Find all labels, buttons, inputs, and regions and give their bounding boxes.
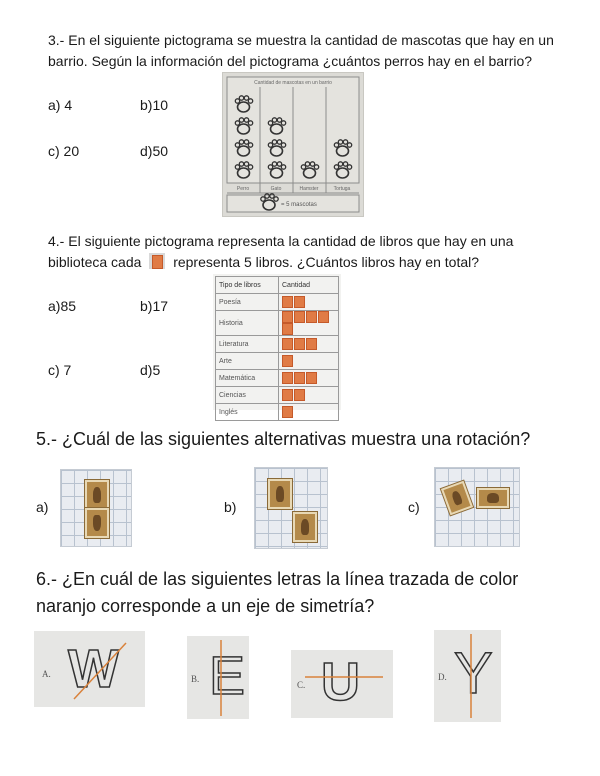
books-header-type: Tipo de libros [216,277,279,294]
books-category: Inglés [216,404,279,421]
pets-pictogram [222,72,364,217]
symmetry-option-b-label: B. [191,674,200,684]
books-category: Ciencias [216,387,279,404]
books-row [216,387,339,404]
books-count-cell [279,387,339,404]
q4-option-d[interactable]: d)5 [140,362,161,378]
orange-line [291,650,393,718]
book-icon [282,355,293,367]
book-icon [282,406,293,418]
letter-e: E [209,646,246,706]
books-category: Literatura [216,336,279,353]
pets-pictogram-chart [223,73,363,216]
books-row [216,311,339,336]
symmetry-option-c[interactable] [291,650,393,718]
q6-line2: naranjo corresponde a un eje de simetría? [36,596,375,616]
book-icon [149,253,165,269]
symmetry-option-d-label: D. [438,672,447,682]
books-row [216,294,339,311]
orange-line [34,631,145,707]
rotation-option-a-image[interactable] [60,469,132,547]
q4-line2-end: representa 5 libros. ¿Cuántos libros hay en total? [173,254,480,270]
book-icon [306,311,317,323]
book-icon [294,296,305,308]
q3-option-d[interactable]: d)50 [140,143,169,159]
q5-title: 5.- ¿Cuál de las siguientes alternativas muestra una rotación? [36,429,531,449]
q6-line1: 6.- ¿En cuál de las siguientes letras la línea trazada de color [36,569,519,589]
books-header-count: Cantidad [279,277,339,294]
q4-option-c[interactable]: c) 7 [48,362,72,378]
stamp-icon [85,508,109,538]
q3-option-a[interactable]: a) 4 [48,97,73,113]
book-icon [282,311,293,323]
books-count-cell [279,353,339,370]
letter-y: Y [454,641,493,706]
books-category: Arte [216,353,279,370]
book-icon [306,372,317,384]
q3-line1: 3.- En el siguiente pictograma se muestra la cantidad de mascotas que hay en un [48,32,554,48]
books-row [216,404,339,421]
rotation-option-c-image[interactable] [434,467,520,547]
pets-category-perro: Perro [236,186,250,192]
book-icon [282,389,293,401]
book-icon [282,296,293,308]
books-category: Matemática [216,370,279,387]
book-icon [294,338,305,350]
books-row [216,370,339,387]
books-count-cell [279,294,339,311]
stamp-icon [85,480,109,510]
q3-option-c[interactable]: c) 20 [48,143,80,159]
books-count-cell [279,370,339,387]
letter-u: U [321,652,360,712]
pets-category-tortuga: Tortuga [333,186,351,192]
books-count-cell [279,311,339,336]
symmetry-option-d[interactable] [434,630,501,722]
book-icon [282,338,293,350]
q4-line2-start: biblioteca cada [48,254,142,270]
q4-option-b[interactable]: b)17 [140,298,169,314]
pets-key-label: = 5 mascotas [281,202,317,208]
q4-line2 [48,252,479,273]
orange-line [434,630,501,722]
book-icon [306,338,317,350]
q5-option-a[interactable]: a) [36,499,49,515]
symmetry-option-b[interactable] [187,636,249,719]
pets-category-gato: Gato [270,186,282,192]
book-icon [318,311,329,323]
stamp-icon [268,479,292,509]
orange-line [187,636,249,719]
books-table [215,276,339,421]
books-row [216,353,339,370]
q4-option-a[interactable]: a)85 [48,298,77,314]
book-icon [294,311,305,323]
books-row [216,336,339,353]
books-count-cell [279,336,339,353]
stamp-icon [441,481,473,516]
pets-chart-title: Cantidad de mascotas en un barrio [254,80,332,86]
pets-category-hamster: Hamster [299,186,319,192]
book-icon [294,372,305,384]
stamp-icon [293,512,317,542]
stamp-icon [477,488,509,508]
letter-w: W [68,639,119,699]
book-icon [294,389,305,401]
books-pictogram [213,274,341,416]
q5-option-b[interactable]: b) [224,499,237,515]
q3-option-b[interactable]: b)10 [140,97,169,113]
rotation-option-b-image[interactable] [254,467,328,549]
book-icon [282,372,293,384]
q5-option-c[interactable]: c) [408,499,420,515]
symmetry-option-a[interactable] [34,631,145,707]
books-category: Historia [216,311,279,336]
books-count-cell [279,404,339,421]
book-icon [282,323,293,335]
q3-line2: barrio. Según la información del pictograma ¿cuántos perros hay en el barrio? [48,53,533,69]
symmetry-option-c-label: C. [297,680,306,690]
q4-line1: 4.- El siguiente pictograma representa la cantidad de libros que hay en una [48,233,514,249]
symmetry-option-a-label: A. [42,669,51,679]
books-category: Poesía [216,294,279,311]
